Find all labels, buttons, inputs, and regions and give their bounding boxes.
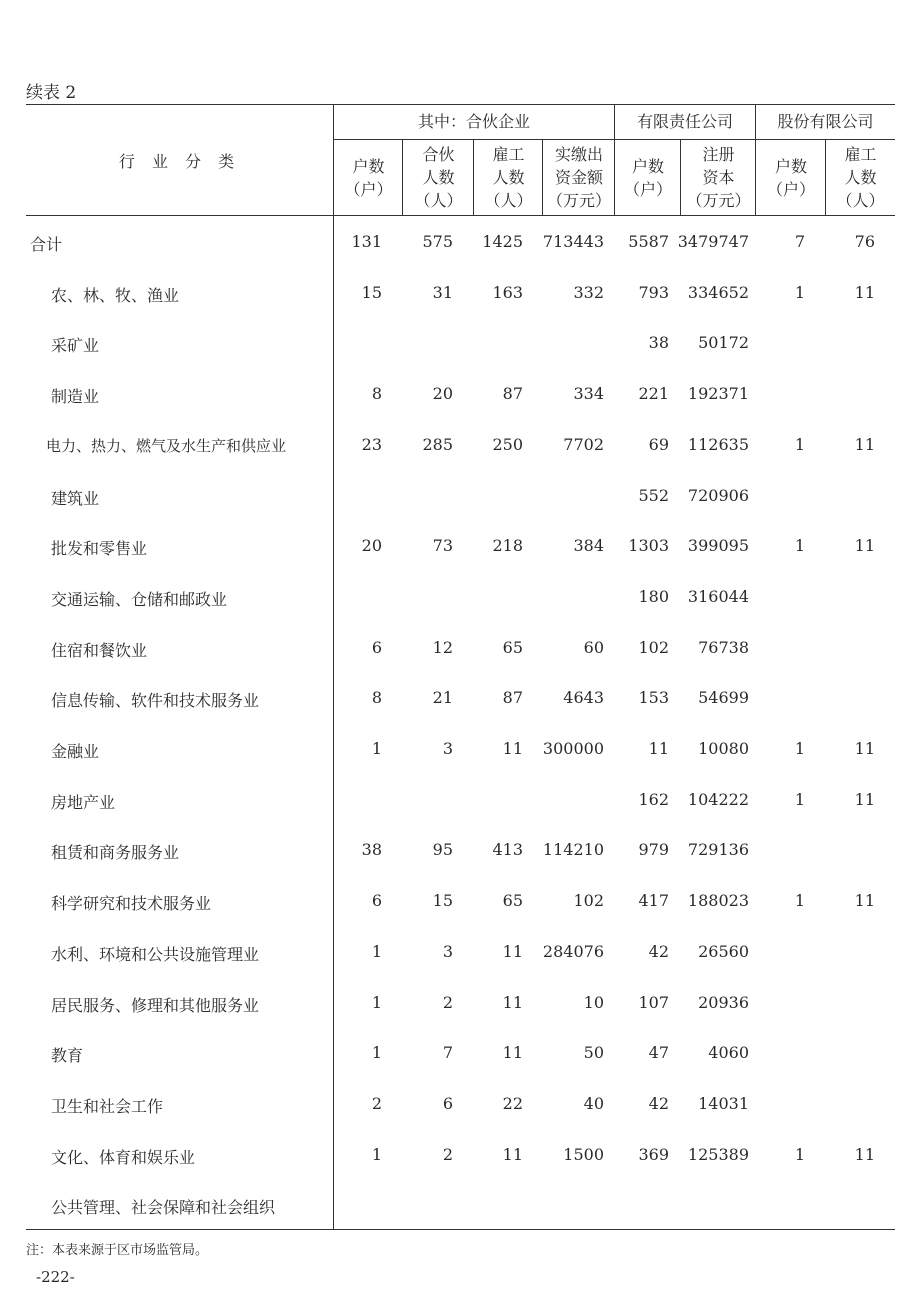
table-cell: 38 xyxy=(361,840,382,860)
table-cell: 50172 xyxy=(698,333,749,353)
column-header xyxy=(474,143,543,212)
table-cell: 334 xyxy=(573,384,604,404)
table-cell: 104222 xyxy=(687,789,749,809)
table-cell: 1 xyxy=(371,1144,382,1164)
column-header-line: 户数 xyxy=(631,156,664,176)
table-cell: 384 xyxy=(573,536,604,556)
table-cell: 42 xyxy=(648,941,669,961)
table-cell: 399095 xyxy=(687,536,749,556)
total-row-label: 合计 xyxy=(30,235,63,254)
column-header-line: 人数 xyxy=(844,168,877,187)
table-cell: 38 xyxy=(648,333,669,353)
table-cell: 221 xyxy=(638,384,669,404)
column-header-line: 实缴出 xyxy=(554,145,603,164)
table-cell: 11 xyxy=(854,789,875,809)
column-header-line: 资本 xyxy=(702,168,735,187)
table-cell: 369 xyxy=(638,1144,669,1164)
table-cell: 7 xyxy=(442,1043,453,1063)
table-cell: 20936 xyxy=(698,992,749,1012)
column-header-line: 资金额 xyxy=(554,168,603,187)
table-cell: 76 xyxy=(854,232,875,251)
industry-header: 行 业 分 类 xyxy=(118,152,241,171)
table-cell: 23 xyxy=(361,434,382,454)
table-cell: 54699 xyxy=(698,688,749,708)
table-cell: 417 xyxy=(638,891,669,911)
partnership-group-header: 其中：合伙企业 xyxy=(417,112,530,131)
column-header-line: （人） xyxy=(414,191,463,210)
column-header-line: （人） xyxy=(484,191,533,210)
table-cell: 76738 xyxy=(698,637,749,657)
industry-row-label: 公共管理、社会保障和社会组织 xyxy=(51,1198,276,1218)
table-cell: 22 xyxy=(502,1093,523,1113)
table-cell: 720906 xyxy=(687,485,749,505)
column-header-line: （万元） xyxy=(686,191,751,210)
table-cell: 1 xyxy=(794,434,805,454)
table-cell: 60 xyxy=(583,637,604,657)
table-cell: 7702 xyxy=(563,434,604,454)
industry-row-label: 采矿业 xyxy=(51,336,100,356)
industry-row-label: 批发和零售业 xyxy=(51,539,148,559)
industry-row-label: 制造业 xyxy=(51,387,100,407)
table-cell: 114210 xyxy=(542,840,604,860)
column-header xyxy=(403,143,474,212)
table-cell: 87 xyxy=(502,688,523,708)
industry-row-label: 电力、热力、燃气及水生产和供应业 xyxy=(46,436,287,455)
table-cell: 42 xyxy=(648,1093,669,1113)
table-cell: 1425 xyxy=(482,232,523,251)
table-cell: 250 xyxy=(492,434,523,454)
table-cell: 102 xyxy=(573,891,604,911)
table-cell: 11 xyxy=(502,941,523,961)
table-cell: 192371 xyxy=(687,384,749,404)
table-cell: 1 xyxy=(794,536,805,556)
column-header xyxy=(756,155,826,201)
table-cell: 5587 xyxy=(628,232,669,251)
industry-row-label: 科学研究和技术服务业 xyxy=(51,894,212,914)
table-cell: 11 xyxy=(502,1043,523,1063)
table-cell: 125389 xyxy=(687,1144,749,1164)
industry-row-label: 信息传输、软件和技术服务业 xyxy=(51,691,260,711)
table-cell: 2 xyxy=(442,992,453,1012)
table-cell: 20 xyxy=(361,536,382,556)
column-header-line: 雇工 xyxy=(492,145,525,164)
table-cell: 7 xyxy=(794,232,805,251)
page-number: -222- xyxy=(36,1268,75,1286)
table-cell: 11 xyxy=(648,739,669,758)
table-cell: 11 xyxy=(854,434,875,454)
table-cell: 15 xyxy=(361,282,382,302)
column-header xyxy=(334,155,403,201)
table-cell: 2 xyxy=(371,1093,382,1113)
table-cell: 11 xyxy=(854,282,875,302)
table-cell: 65 xyxy=(502,637,523,657)
table-cell: 20 xyxy=(432,384,453,404)
table-cell: 3 xyxy=(442,941,453,961)
industry-row-label: 金融业 xyxy=(51,742,100,761)
column-header xyxy=(681,143,756,212)
table-cell: 65 xyxy=(502,891,523,911)
industry-row-label: 交通运输、仓储和邮政业 xyxy=(51,589,228,609)
industry-row-label: 居民服务、修理和其他服务业 xyxy=(51,995,260,1015)
table-cell: 2 xyxy=(442,1144,453,1164)
table-cell: 285 xyxy=(422,434,453,454)
table-cell: 3 xyxy=(442,739,453,758)
table-cell: 8 xyxy=(371,384,382,404)
table-cell: 6 xyxy=(371,891,382,911)
table-cell: 1 xyxy=(794,282,805,302)
column-header-line: 人数 xyxy=(492,168,525,187)
table-cell: 1 xyxy=(794,1144,805,1164)
table-cell: 11 xyxy=(854,739,875,758)
column-header-line: 人数 xyxy=(422,168,455,187)
table-cell: 26560 xyxy=(698,941,749,961)
table-cell: 793 xyxy=(638,282,669,302)
column-header-line: 注册 xyxy=(702,145,735,164)
column-header-line: 户数 xyxy=(352,156,385,176)
table-cell: 153 xyxy=(638,688,669,708)
table-cell: 11 xyxy=(854,891,875,911)
table-cell: 8 xyxy=(371,688,382,708)
table-cell: 713443 xyxy=(542,232,604,251)
table-cell: 11 xyxy=(502,1144,523,1164)
column-header-line: 户数 xyxy=(774,156,807,176)
table-cell: 1500 xyxy=(563,1144,604,1164)
table-cell: 979 xyxy=(638,840,669,860)
industry-row-label: 卫生和社会工作 xyxy=(51,1096,164,1116)
column-header-line: 合伙 xyxy=(422,145,455,164)
industry-row-label: 水利、环境和公共设施管理业 xyxy=(51,944,260,964)
column-header-line: 雇工 xyxy=(844,145,877,164)
table-cell: 69 xyxy=(648,434,669,454)
table-caption: 续表 2 xyxy=(26,83,77,103)
table-cell: 107 xyxy=(638,992,669,1012)
table-cell: 188023 xyxy=(687,891,749,911)
table-cell: 1 xyxy=(371,1043,382,1063)
table-cell: 4643 xyxy=(563,688,604,708)
column-header xyxy=(615,155,681,201)
industry-row-label: 农、林、牧、渔业 xyxy=(51,285,180,305)
table-cell: 1 xyxy=(371,739,382,758)
table-cell: 552 xyxy=(638,485,669,505)
table-cell: 284076 xyxy=(542,941,604,961)
table-cell: 300000 xyxy=(542,739,604,758)
table-bottom-rule xyxy=(26,1229,895,1230)
table-cell: 729136 xyxy=(687,840,749,860)
table-cell: 334652 xyxy=(687,282,749,302)
table-cell: 1 xyxy=(371,992,382,1012)
table-cell: 95 xyxy=(432,840,453,860)
industry-row-label: 住宿和餐饮业 xyxy=(51,640,148,660)
table-cell: 112635 xyxy=(687,434,749,454)
column-header-line: （人） xyxy=(836,191,885,210)
table-cell: 11 xyxy=(854,536,875,556)
table-cell: 12 xyxy=(432,637,453,657)
table-cell: 218 xyxy=(492,536,523,556)
table-cell: 3479747 xyxy=(677,232,749,251)
table-cell: 40 xyxy=(583,1093,604,1113)
table-cell: 4060 xyxy=(708,1043,749,1063)
industry-row-label: 建筑业 xyxy=(51,488,100,508)
table-cell: 316044 xyxy=(687,586,749,606)
table-cell: 11 xyxy=(502,739,523,758)
table-cell: 1 xyxy=(794,739,805,758)
table-cell: 1 xyxy=(794,891,805,911)
column-header-line: （户） xyxy=(766,179,815,199)
table-cell: 180 xyxy=(638,586,669,606)
industry-row-label: 租赁和商务服务业 xyxy=(51,843,180,863)
column-header-line: （户） xyxy=(344,179,393,199)
table-cell: 73 xyxy=(432,536,453,556)
table-cell: 47 xyxy=(648,1043,669,1063)
table-cell: 11 xyxy=(854,1144,875,1164)
source-note: 注：本表来源于区市场监管局。 xyxy=(26,1243,209,1258)
table-cell: 14031 xyxy=(698,1093,749,1113)
table-cell: 1303 xyxy=(628,536,669,556)
table-cell: 10 xyxy=(583,992,604,1012)
column-header-line: （户） xyxy=(623,179,672,199)
table-cell: 162 xyxy=(638,789,669,809)
table-cell: 11 xyxy=(502,992,523,1012)
industry-row-label: 文化、体育和娱乐业 xyxy=(51,1147,196,1167)
llc-group-header: 有限责任公司 xyxy=(636,112,733,131)
column-header-line: （万元） xyxy=(546,191,611,210)
industry-row-label: 房地产业 xyxy=(51,792,116,812)
table-cell: 163 xyxy=(492,282,523,302)
column-header xyxy=(826,143,895,212)
table-cell: 31 xyxy=(432,282,453,302)
table-cell: 332 xyxy=(573,282,604,302)
table-cell: 21 xyxy=(432,688,453,708)
table-cell: 131 xyxy=(351,232,382,251)
table-cell: 1 xyxy=(794,789,805,809)
joint-stock-group-header: 股份有限公司 xyxy=(777,112,874,131)
table-cell: 87 xyxy=(502,384,523,404)
table-cell: 102 xyxy=(638,637,669,657)
table-cell: 50 xyxy=(583,1043,604,1063)
table-cell: 575 xyxy=(422,232,453,251)
table-cell: 413 xyxy=(492,840,523,860)
column-header xyxy=(543,143,615,212)
industry-row-label: 教育 xyxy=(51,1046,84,1066)
table-cell: 10080 xyxy=(698,739,749,758)
table-cell: 6 xyxy=(371,637,382,657)
table-cell: 6 xyxy=(442,1093,453,1113)
table-cell: 15 xyxy=(432,891,453,911)
top-rule xyxy=(26,104,895,105)
table-cell: 1 xyxy=(371,941,382,961)
header-bottom-rule xyxy=(26,215,895,216)
